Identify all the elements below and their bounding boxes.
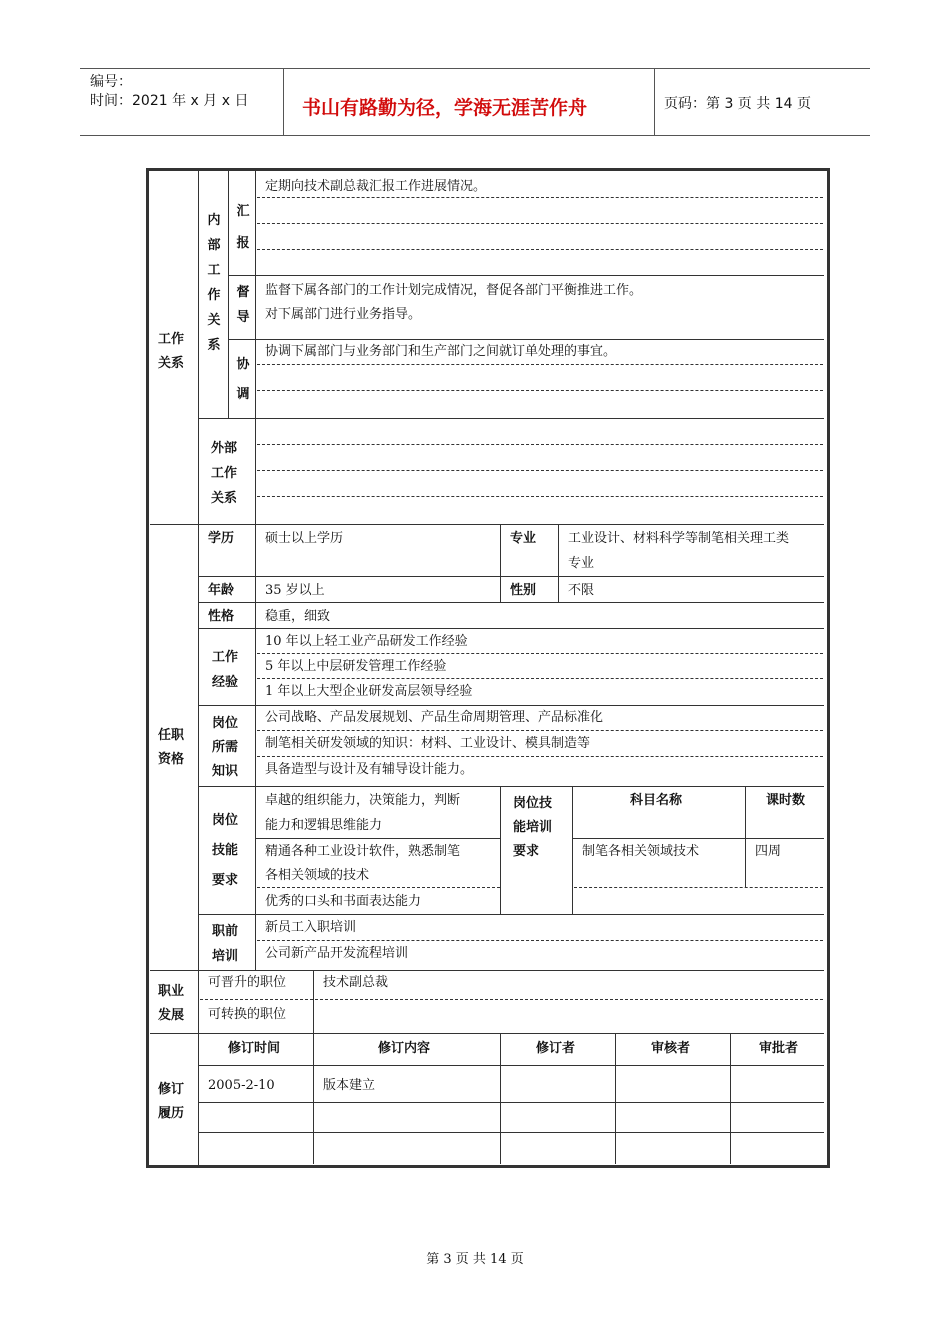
experience-line: 1 年以上大型企业研发高层领导经验	[265, 684, 473, 699]
dotted-rule	[257, 653, 823, 654]
training-label: 岗位技能培训要求	[513, 796, 553, 859]
revision-col-content: 修订内容	[378, 1041, 431, 1056]
row-rule	[198, 1065, 824, 1066]
label-col-divider	[255, 524, 256, 970]
gender-value: 不限	[568, 583, 595, 598]
header-divider	[654, 68, 655, 135]
skills-line: 能力和逻辑思维能力	[265, 818, 383, 833]
character-label: 性格	[208, 609, 235, 624]
course-header: 科目名称	[630, 793, 683, 808]
cell-divider	[615, 1033, 616, 1164]
report-label: 汇报	[236, 204, 250, 251]
education-value: 硕士以上学历	[265, 531, 344, 546]
hours-header: 课时数	[766, 793, 806, 808]
revision-col-date: 修订时间	[228, 1041, 281, 1056]
age-label: 年龄	[208, 583, 235, 598]
external-relations-label: 外部工作关系	[211, 441, 238, 506]
dotted-rule	[257, 887, 500, 888]
content-col-divider	[255, 171, 256, 524]
row-rule	[198, 628, 824, 629]
header-motto: 书山有路勤为径，学海无涯苦作舟	[302, 97, 588, 119]
dotted-rule	[574, 887, 823, 888]
revision-col-approver: 审批者	[759, 1041, 799, 1056]
dotted-rule	[200, 999, 823, 1000]
revision-row-date: 2005-2-10	[208, 1078, 275, 1093]
dotted-rule	[257, 496, 823, 497]
dotted-rule	[257, 197, 823, 198]
row-rule	[228, 275, 824, 276]
dotted-rule	[257, 223, 823, 224]
row-rule	[198, 786, 824, 787]
age-value: 35 岁以上	[265, 583, 325, 598]
career-label: 职业发展	[158, 984, 185, 1023]
gender-label: 性别	[510, 583, 537, 598]
row-rule	[255, 838, 500, 839]
row-rule	[572, 838, 824, 839]
major-value-continued: 专业	[568, 556, 595, 571]
supervise-line: 对下属部门进行业务指导。	[265, 307, 422, 322]
dotted-rule	[257, 940, 823, 941]
dotted-rule	[257, 364, 823, 365]
skills-line: 优秀的口头和书面表达能力	[265, 894, 422, 909]
promote-value: 技术副总裁	[323, 975, 389, 990]
qualifications-label: 任职资格	[158, 728, 185, 767]
experience-line: 10 年以上轻工业产品研发工作经验	[265, 634, 468, 649]
cell-divider	[558, 524, 559, 602]
knowledge-label: 岗位所需知识	[212, 716, 239, 779]
character-value: 稳重，细致	[265, 609, 331, 624]
skills-line: 卓越的组织能力，决策能力，判断	[265, 793, 461, 808]
knowledge-line: 制笔相关研发领域的知识：材料、工业设计、模具制造等	[265, 736, 591, 751]
internal-col-divider	[228, 171, 229, 418]
left-column-divider	[198, 171, 199, 1165]
dotted-rule	[257, 249, 823, 250]
row-rule	[198, 1102, 824, 1103]
row-rule	[198, 418, 824, 419]
pre-job-line: 公司新产品开发流程培训	[265, 946, 409, 961]
page-info: 页码：第 3 页 共 14 页	[664, 96, 811, 112]
cell-divider	[500, 524, 501, 602]
row-rule	[198, 576, 824, 577]
experience-line: 5 年以上中层研发管理工作经验	[265, 659, 447, 674]
dotted-rule	[257, 390, 823, 391]
cell-divider	[572, 786, 573, 914]
course-hours: 四周	[755, 844, 782, 859]
dotted-rule	[257, 678, 823, 679]
row-rule	[198, 914, 824, 915]
row-rule	[198, 602, 824, 603]
promote-label: 可晋升的职位	[208, 975, 287, 990]
education-label: 学历	[208, 531, 235, 546]
supervise-line: 监督下属各部门的工作计划完成情况，督促各部门平衡推进工作。	[265, 283, 643, 298]
section-rule	[150, 524, 824, 525]
internal-relations-label: 内部工作关系	[207, 213, 221, 353]
revision-row-content: 版本建立	[323, 1078, 376, 1093]
cell-divider	[730, 1033, 731, 1164]
document-number-label: 编号：	[90, 74, 132, 90]
supervise-label: 督导	[236, 285, 250, 325]
dotted-rule	[257, 730, 823, 731]
row-rule	[198, 705, 824, 706]
row-rule	[198, 1132, 824, 1133]
row-rule	[228, 339, 824, 340]
revision-col-reviser: 修订者	[536, 1041, 576, 1056]
header-bottom-rule	[80, 135, 870, 136]
dotted-rule	[257, 444, 823, 445]
section-rule	[150, 1033, 824, 1034]
page-footer: 第 3 页 共 14 页	[426, 1252, 524, 1267]
skills-line: 精通各种工业设计软件，熟悉制笔	[265, 844, 461, 859]
revision-col-reviewer: 审核者	[651, 1041, 691, 1056]
major-value: 工业设计、材料科学等制笔相关理工类	[568, 531, 790, 546]
header-top-rule	[80, 68, 870, 69]
cell-divider	[500, 1033, 501, 1164]
revision-label: 修订履历	[158, 1082, 185, 1121]
skills-label: 岗位技能要求	[212, 813, 239, 888]
cell-divider	[745, 786, 746, 888]
section-rule	[150, 970, 824, 971]
skills-line: 各相关领域的技术	[265, 868, 370, 883]
cell-divider	[500, 786, 501, 914]
dotted-rule	[257, 756, 823, 757]
experience-label: 工作经验	[212, 650, 239, 690]
document-time: 时间：2021 年 x 月 x 日	[90, 93, 249, 109]
knowledge-line: 具备造型与设计及有辅导设计能力。	[265, 762, 474, 777]
coordinate-line: 协调下属部门与业务部门和生产部门之间就订单处理的事宜。	[265, 344, 617, 359]
header-divider	[283, 68, 284, 135]
knowledge-line: 公司战略、产品发展规划、产品生命周期管理、产品标准化	[265, 710, 604, 725]
report-line: 定期向技术副总裁汇报工作进展情况。	[265, 179, 487, 194]
transfer-label: 可转换的职位	[208, 1007, 287, 1022]
pre-job-line: 新员工入职培训	[265, 920, 357, 935]
pre-job-training-label: 职前培训	[212, 924, 239, 964]
course-name: 制笔各相关领域技术	[582, 844, 700, 859]
coordinate-label: 协调	[236, 357, 250, 402]
dotted-rule	[257, 470, 823, 471]
work-relations-label: 工作关系	[158, 332, 185, 371]
major-label: 专业	[510, 531, 537, 546]
